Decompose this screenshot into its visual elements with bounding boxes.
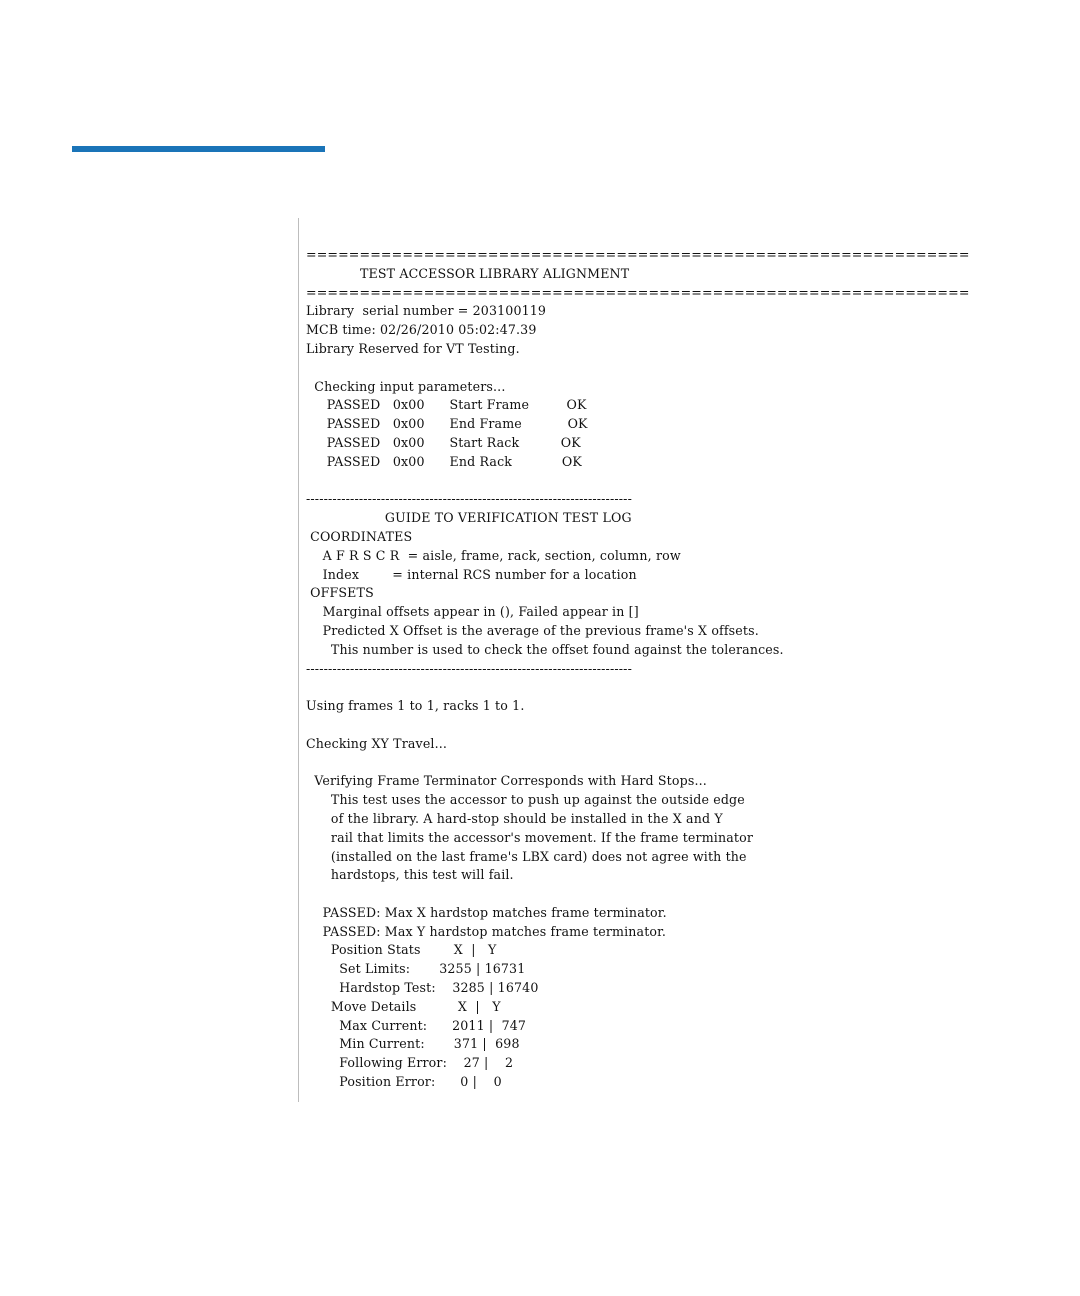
log-blank-line	[306, 754, 970, 773]
log-description-line: This test uses the accessor to push up against the outside edge	[306, 792, 745, 808]
log-passed-max-x: PASSED: Max X hardstop matches frame terminator.	[306, 904, 667, 920]
log-set-limits-row: Set Limits: 3255 | 16731	[306, 961, 526, 977]
log-following-error-row: Following Error: 27 | 2	[306, 1055, 514, 1071]
log-title: TEST ACCESSOR LIBRARY ALIGNMENT	[306, 265, 630, 281]
log-param-end-frame: PASSED 0x00 End Frame OK	[306, 416, 588, 432]
log-output	[306, 246, 970, 1092]
log-dash-separator: --------------------------------------------------------------------------	[306, 491, 632, 507]
log-blank-line	[306, 472, 970, 491]
log-blank-line	[306, 885, 970, 904]
log-checking-params: Checking input parameters...	[306, 378, 506, 394]
log-offsets-marginal: Marginal offsets appear in (), Failed appear in []	[306, 604, 639, 620]
log-coordinates-heading: COORDINATES	[306, 528, 413, 544]
header-accent-rule	[72, 146, 325, 152]
log-serial-number: Library serial number = 203100119	[306, 303, 547, 319]
log-param-end-rack: PASSED 0x00 End Rack OK	[306, 453, 582, 469]
log-mcb-time: MCB time: 02/26/2010 05:02:47.39	[306, 322, 537, 338]
log-hardstop-test-row: Hardstop Test: 3285 | 16740	[306, 980, 539, 996]
log-offsets-tolerance-note: This number is used to check the offset found against the tolerances.	[306, 641, 784, 657]
log-offsets-predicted: Predicted X Offset is the average of the previous frame's X offsets.	[306, 622, 759, 638]
log-checking-xy-travel: Checking XY Travel...	[306, 735, 448, 751]
log-separator-line: ==============================================================	[306, 247, 970, 262]
log-guide-title: GUIDE TO VERIFICATION TEST LOG	[306, 510, 632, 526]
log-min-current-row: Min Current: 371 | 698	[306, 1036, 520, 1052]
log-description-line: (installed on the last frame's LBX card) does not agree with the	[306, 848, 747, 864]
log-param-start-frame: PASSED 0x00 Start Frame OK	[306, 397, 587, 413]
log-frames-racks-range: Using frames 1 to 1, racks 1 to 1.	[306, 698, 525, 714]
log-reserved-note: Library Reserved for VT Testing.	[306, 340, 520, 356]
log-description-line: of the library. A hard-stop should be installed in the X and Y	[306, 810, 723, 826]
log-move-details-header: Move Details X | Y	[306, 998, 501, 1014]
log-dash-separator: --------------------------------------------------------------------------	[306, 660, 632, 676]
log-description-line: rail that limits the accessor's movement. If the frame terminator	[306, 829, 754, 845]
log-position-stats-header: Position Stats X | Y	[306, 942, 497, 958]
log-passed-max-y: PASSED: Max Y hardstop matches frame terminator.	[306, 923, 667, 939]
log-position-error-row: Position Error: 0 | 0	[306, 1074, 502, 1090]
log-coordinates-afrscr: A F R S C R = aisle, frame, rack, section, column, row	[306, 547, 681, 563]
log-blank-line	[306, 359, 970, 378]
log-description-line: hardstops, this test will fail.	[306, 867, 514, 883]
log-max-current-row: Max Current: 2011 | 747	[306, 1017, 527, 1033]
log-panel	[298, 218, 999, 1102]
log-blank-line	[306, 678, 970, 697]
log-coordinates-index: Index = internal RCS number for a location	[306, 566, 637, 582]
log-verifying-terminator: Verifying Frame Terminator Corresponds with Hard Stops...	[306, 773, 707, 789]
log-blank-line	[306, 716, 970, 735]
log-offsets-heading: OFFSETS	[306, 585, 374, 601]
log-param-start-rack: PASSED 0x00 Start Rack OK	[306, 434, 581, 450]
log-separator-line: ==============================================================	[306, 284, 970, 300]
